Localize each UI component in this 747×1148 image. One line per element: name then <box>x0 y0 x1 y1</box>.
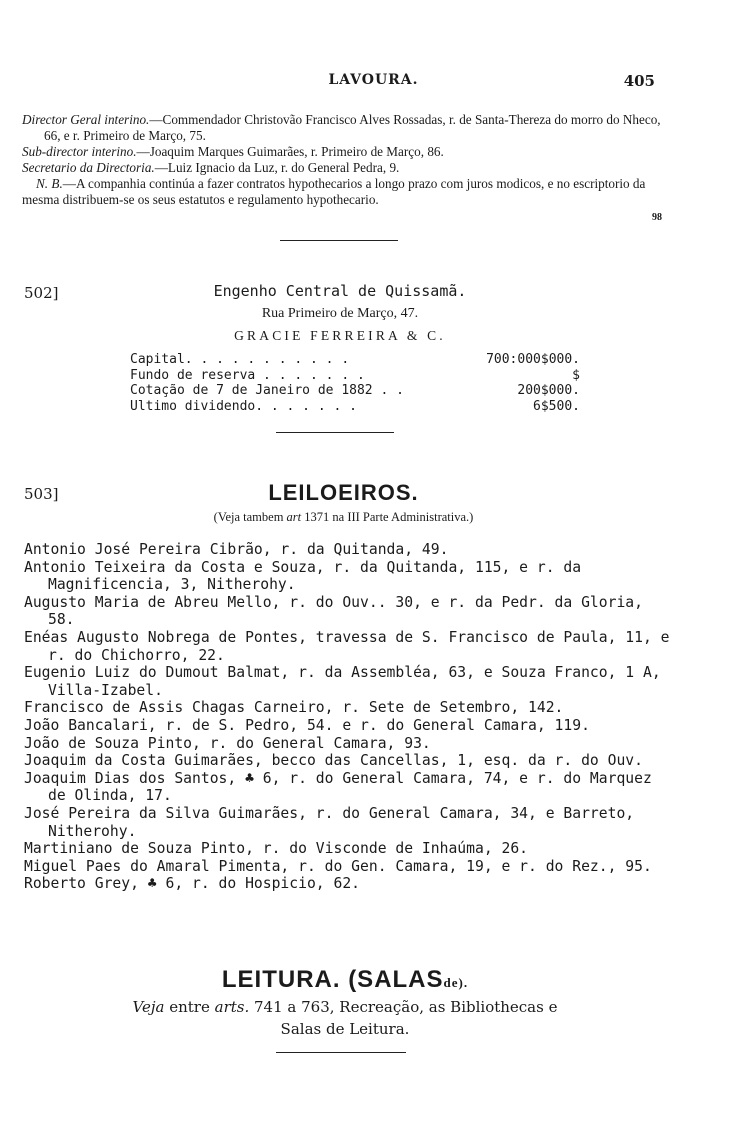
list-item: Roberto Grey, ♣ 6, r. do Hospicio, 62. <box>24 875 361 893</box>
company-firm: GRACIE FERREIRA & C. <box>234 328 446 343</box>
company-address: Rua Primeiro de Março, 47. <box>261 306 419 321</box>
finance-value: 200$000. <box>517 383 580 398</box>
finance-label: Capital. . . . . . . . . . . <box>130 352 350 367</box>
director-entry <box>22 112 662 144</box>
leitura-note-line2: Salas de Leitura. <box>280 1020 410 1038</box>
note-pre: (Veja tambem <box>213 510 284 524</box>
auctioneer-list <box>24 541 672 893</box>
director-label: Director Geral interino. <box>22 112 150 127</box>
running-header <box>0 72 747 92</box>
nb-text: —A companhia continúa a fazer contratos hypothecarios a longo prazo com juros modicos, e no escriptorio da mesma distribuem-se os seus estatutos e regulamento hypothecario. <box>22 176 646 207</box>
section-heading-leitura <box>0 966 690 994</box>
list-item: Antonio José Pereira Cibrão, r. da Quitanda, 49. <box>24 541 449 558</box>
company-name: Engenho Central de Quissamã. <box>213 282 467 300</box>
nb-label: N. B. <box>36 176 63 191</box>
list-item: Antonio Teixeira da Costa e Souza, r. da Quitanda, 115, e r. da Magnificencia, 3, Nitherohy. <box>24 558 582 594</box>
director-text: —Commendador Christovão Francisco Alves Rossadas, r. de Santa-Thereza do morro do Nheco, 66, e r. Primeiro de Março, 75. <box>44 112 661 143</box>
note-art: art <box>286 510 302 524</box>
list-item: Joaquim da Costa Guimarães, becco das Cancellas, 1, esq. da r. do Ouv. <box>24 752 643 770</box>
list-item: João Bancalari, r. de S. Pedro, 54. e r. do General Camara, 119. <box>24 716 590 734</box>
section-number-502: 502] <box>24 284 59 302</box>
finance-value: 6$500. <box>533 398 580 414</box>
section-heading-leiloeiros: LEILOEIROS. <box>268 480 419 505</box>
finance-label: Cotação de 7 de Janeiro de 1882 . . <box>130 383 404 398</box>
list-item: Augusto Maria de Abreu Mello, r. do Ouv.. 30, e r. da Pedr. da Gloria, 58. <box>24 593 643 629</box>
subdirector-text: —Joaquim Marques Guimarães, r. Primeiro de Março, 86. <box>136 144 444 159</box>
divider <box>280 240 398 241</box>
secretary-label: Secretario da Directoria. <box>22 160 155 175</box>
divider <box>276 1052 406 1053</box>
note-arts: arts. <box>214 998 250 1016</box>
list-item: João de Souza Pinto, r. do General Camara, 93. <box>24 734 431 752</box>
finance-value: $ <box>572 367 580 383</box>
secretary-text: —Luiz Ignacio da Luz, r. do General Pedra, 9. <box>154 160 400 175</box>
list-item: Francisco de Assis Chagas Carneiro, r. Sete de Setembro, 142. <box>24 699 564 717</box>
note-rest: 741 a 763, Recreação, as Bibliothecas e <box>254 998 558 1016</box>
finance-value: 700:000$000. <box>486 352 580 367</box>
page-number: 405 <box>623 72 655 90</box>
leitura-heading-text: LEITURA. (SALAS <box>221 966 444 993</box>
list-item: José Pereira da Silva Guimarães, r. do General Camara, 34, e Barreto, Nitherohy. <box>24 804 635 840</box>
nb-entry <box>22 176 662 208</box>
list-item: Miguel Paes do Amaral Pimenta, r. do Gen. Camara, 19, e r. do Rez., 95. <box>24 857 652 875</box>
running-title: LAVOURA. <box>328 72 419 88</box>
finance-row <box>130 352 580 368</box>
subdirector-entry <box>22 144 662 160</box>
note-entre: entre <box>169 998 210 1016</box>
list-item: Enéas Augusto Nobrega de Pontes, travessa de S. Francisco de Paula, 11, e r. do Chichorro, 22. <box>24 628 670 664</box>
divider <box>276 432 394 433</box>
leitura-note-line1 <box>0 996 690 1018</box>
leitura-heading-suffix: de). <box>443 975 469 990</box>
finance-label: Fundo de reserva . . . . . . . <box>130 367 365 383</box>
cross-reference-note <box>0 510 717 525</box>
section-number-503: 503] <box>24 485 59 503</box>
reference-number: 98 <box>652 212 662 223</box>
finance-label: Ultimo dividendo. . . . . . . <box>130 398 357 414</box>
list-item: Joaquim Dias dos Santos, ♣ 6, r. do General Camara, 74, e r. do Marquez de Olinda, 17. <box>24 769 652 805</box>
board-block <box>22 112 662 226</box>
leitura-note <box>0 996 690 1040</box>
ref-line <box>22 208 662 226</box>
finance-table <box>130 352 580 414</box>
finance-row <box>130 399 580 415</box>
secretary-entry <box>22 160 662 176</box>
finance-row <box>130 368 580 384</box>
list-item: Eugenio Luiz do Dumout Balmat, r. da Assembléa, 63, e Souza Franco, 1 A, Villa-Izabel. <box>24 664 661 699</box>
finance-row <box>130 383 580 399</box>
subdirector-label: Sub-director interino. <box>22 144 137 159</box>
list-item: Martiniano de Souza Pinto, r. do Visconde de Inhaúma, 26. <box>24 840 529 858</box>
note-post: 1371 na III Parte Administrativa.) <box>304 510 474 524</box>
note-veja: Veja <box>132 998 165 1016</box>
